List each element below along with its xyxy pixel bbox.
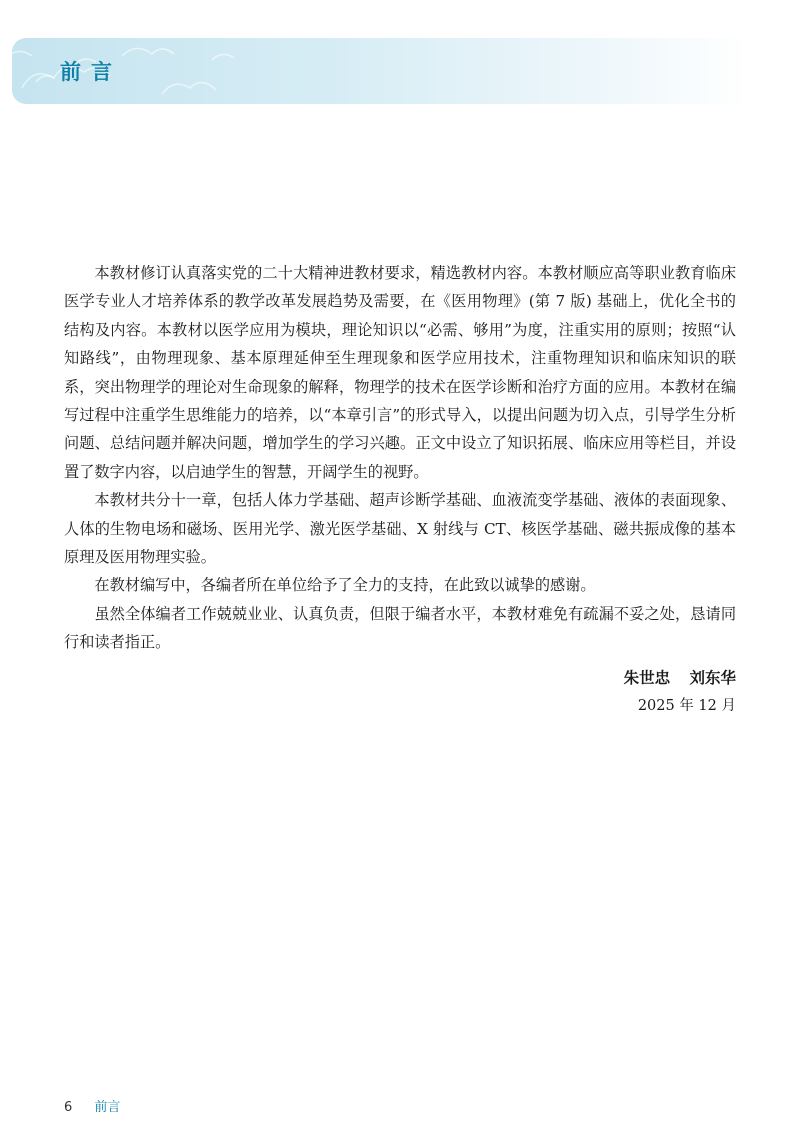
header-band <box>12 38 748 104</box>
page-title: 前言 <box>60 60 122 84</box>
author-names: 朱世忠 刘东华 <box>623 668 736 687</box>
running-section-title: 前言 <box>94 1100 121 1115</box>
page-footer <box>64 1096 120 1115</box>
page-number: 6 <box>64 1100 73 1115</box>
preface-body <box>64 259 736 657</box>
paragraph: 虽然全体编者工作兢兢业业、认真负责，但限于编者水平，本教材难免有疏漏不妥之处，恳请同行和读者指正。 <box>64 604 736 652</box>
paragraph: 在教材编写中，各编者所在单位给予了全力的支持，在此致以诚挚的感谢。 <box>94 576 596 595</box>
signature-date: 2025 年 12 月 <box>637 698 736 714</box>
paragraph: 本教材共分十一章，包括人体力学基础、超声诊断学基础、血液流变学基础、液体的表面现象、人体的生物电场和磁场、医用光学、激光医学基础、X 射线与 CT、核医学基础、磁共振成像的基本原理及医用物理实验。 <box>64 491 736 567</box>
cloud-pattern-icon <box>12 38 312 104</box>
paragraph: 本教材修订认真落实党的二十大精神进教材要求，精选教材内容。本教材顺应高等职业教育临床医学专业人才培养体系的教学改革发展趋势及需要，在《医用物理》(第 7 版) 基础上，优化全书的结构及内容。本教材以医学应用为模块，理论知识以“必需、够用”为度，注重实用的原则；按照“认知路线”，由物理现象、基本原理延伸至生理现象和医学应用技术，注重物理知识和临床知识的联系，突出物理学的理论对生命现象的解释，物理学的技术在医学诊断和治疗方面的应用。本教材在编写过程中注重学生思维能力的培养，以“本章引言”的形式导入，以提出问题为切入点，引导学生分析问题、总结问题并解决问题，增加学生的学习兴趣。正文中设立了知识拓展、临床应用等栏目，并设置了数字内容，以启迪学生的智慧，开阔学生的视野。 <box>64 264 736 481</box>
signature-block <box>624 664 736 720</box>
